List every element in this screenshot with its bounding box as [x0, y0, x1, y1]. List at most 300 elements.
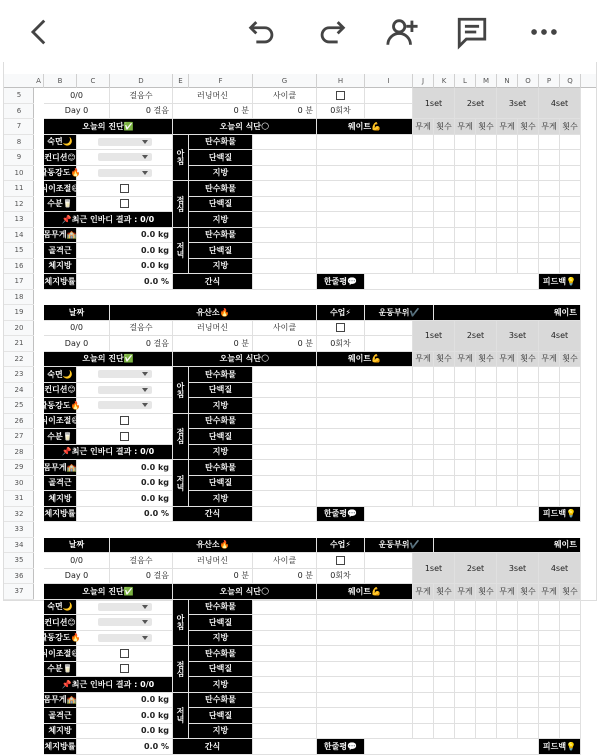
weight-entry-cell[interactable]	[317, 693, 413, 709]
set-entry-cell[interactable]	[413, 228, 434, 244]
diet-header[interactable]: 오늘의 식단🌕	[173, 584, 317, 600]
weight-entry-cell[interactable]	[317, 677, 413, 693]
set-entry-cell[interactable]	[476, 398, 497, 414]
ratio-cell[interactable]: 0/0	[44, 88, 110, 104]
column-header-f[interactable]: F	[189, 74, 253, 88]
set-subheader[interactable]: 횟수	[518, 584, 539, 600]
set-entry-cell[interactable]	[455, 398, 476, 414]
set-entry-cell[interactable]	[560, 166, 581, 182]
set-entry-cell[interactable]	[413, 181, 434, 197]
set-entry-cell[interactable]	[497, 212, 518, 228]
fat-label[interactable]: 체지방	[44, 259, 77, 275]
set-entry-cell[interactable]	[497, 646, 518, 662]
sleep-label[interactable]: 숙면🌙	[44, 600, 77, 616]
weight-entry-cell[interactable]	[317, 460, 413, 476]
set-subheader[interactable]: 무게	[455, 352, 476, 368]
set3-header[interactable]: 3set	[497, 88, 539, 119]
set-entry-cell[interactable]	[434, 631, 455, 647]
muscle-label[interactable]: 골격근	[44, 708, 77, 724]
checkbox[interactable]	[120, 649, 129, 658]
weight-entry-cell[interactable]	[317, 414, 413, 430]
weight-header[interactable]: 웨이트	[434, 305, 581, 321]
fatfood-label[interactable]: 지방	[189, 724, 253, 740]
set-subheader[interactable]: 무게	[497, 352, 518, 368]
sleep-label[interactable]: 숙면🌙	[44, 135, 77, 151]
set-entry-cell[interactable]	[539, 212, 560, 228]
set-entry-cell[interactable]	[455, 181, 476, 197]
fatfood-label[interactable]: 지방	[189, 631, 253, 647]
empty-cell[interactable]	[365, 88, 413, 104]
set-entry-cell[interactable]	[434, 615, 455, 631]
set-entry-cell[interactable]	[497, 383, 518, 399]
snack-entry-cell[interactable]	[253, 274, 317, 290]
set-entry-cell[interactable]	[476, 181, 497, 197]
row-header-14[interactable]: 14	[4, 228, 34, 244]
column-header-b[interactable]: B	[44, 74, 77, 88]
set-subheader[interactable]: 무게	[413, 584, 434, 600]
weight-entry-cell[interactable]	[317, 228, 413, 244]
set-entry-cell[interactable]	[476, 460, 497, 476]
column-header-d[interactable]: D	[110, 74, 173, 88]
set-entry-cell[interactable]	[455, 491, 476, 507]
row-header-16[interactable]: 16	[4, 259, 34, 275]
weight-entry-cell[interactable]	[317, 135, 413, 151]
set-entry-cell[interactable]	[539, 677, 560, 693]
set-entry-cell[interactable]	[497, 429, 518, 445]
set-entry-cell[interactable]	[539, 476, 560, 492]
set-subheader[interactable]: 무게	[413, 352, 434, 368]
row-header-29[interactable]: 29	[4, 460, 34, 476]
set-entry-cell[interactable]	[455, 476, 476, 492]
row-header-12[interactable]: 12	[4, 197, 34, 213]
set-entry-cell[interactable]	[455, 708, 476, 724]
set-entry-cell[interactable]	[476, 228, 497, 244]
protein-label[interactable]: 단백질	[189, 150, 253, 166]
part-header[interactable]: 운동부위✔️	[365, 538, 434, 554]
dropdown-cell[interactable]	[77, 600, 173, 616]
dropdown-cell[interactable]	[77, 150, 173, 166]
set-entry-cell[interactable]	[497, 197, 518, 213]
row-header-7[interactable]: 7	[4, 119, 34, 135]
weight-entry-cell[interactable]	[317, 445, 413, 461]
muscle-value[interactable]: 0.0 kg	[77, 708, 173, 724]
set-entry-cell[interactable]	[518, 460, 539, 476]
set-entry-cell[interactable]	[455, 150, 476, 166]
treadmill-label[interactable]: 러닝머신	[173, 88, 253, 104]
row-header-15[interactable]: 15	[4, 243, 34, 259]
set-entry-cell[interactable]	[518, 181, 539, 197]
fat-value[interactable]: 0.0 kg	[77, 491, 173, 507]
carb-label[interactable]: 탄수화물	[189, 228, 253, 244]
set-entry-cell[interactable]	[518, 491, 539, 507]
set-entry-cell[interactable]	[518, 724, 539, 740]
fatpct-label[interactable]: 체지방률	[44, 739, 77, 755]
set-entry-cell[interactable]	[455, 631, 476, 647]
dropdown-chevron-icon[interactable]	[98, 370, 152, 378]
cycle-label[interactable]: 사이클	[253, 88, 317, 104]
checkbox-cell[interactable]	[77, 197, 173, 213]
set-entry-cell[interactable]	[539, 228, 560, 244]
set-entry-cell[interactable]	[413, 166, 434, 182]
one-line-review-label[interactable]: 한줄평💬	[317, 739, 365, 755]
protein-label[interactable]: 단백질	[189, 197, 253, 213]
review-entry-cell[interactable]	[365, 274, 539, 290]
set-entry-cell[interactable]	[455, 414, 476, 430]
session-value[interactable]: 0회차	[317, 336, 365, 352]
weight-entry-cell[interactable]	[317, 259, 413, 275]
diet-header[interactable]: 오늘의 식단🌕	[173, 352, 317, 368]
date-header[interactable]: 날짜	[44, 305, 110, 321]
row-header-6[interactable]: 6	[4, 104, 34, 120]
set-entry-cell[interactable]	[560, 243, 581, 259]
set-entry-cell[interactable]	[434, 383, 455, 399]
fatfood-label[interactable]: 지방	[189, 677, 253, 693]
empty-cell[interactable]	[365, 553, 413, 569]
set-entry-cell[interactable]	[497, 135, 518, 151]
fatfood-label[interactable]: 지방	[189, 398, 253, 414]
day-cell[interactable]: Day 0	[44, 336, 110, 352]
comment-icon[interactable]	[452, 12, 492, 52]
set3-header[interactable]: 3set	[497, 553, 539, 584]
set-entry-cell[interactable]	[518, 677, 539, 693]
bodyweight-label[interactable]: 몸무게🏫	[44, 228, 77, 244]
row-header-37[interactable]: 37	[4, 584, 34, 600]
set-entry-cell[interactable]	[413, 414, 434, 430]
set-subheader[interactable]: 횟수	[560, 352, 581, 368]
set-entry-cell[interactable]	[476, 429, 497, 445]
set-subheader[interactable]: 무게	[539, 352, 560, 368]
set-entry-cell[interactable]	[560, 228, 581, 244]
set-entry-cell[interactable]	[539, 460, 560, 476]
set-entry-cell[interactable]	[560, 398, 581, 414]
meal-entry-cell[interactable]	[253, 212, 317, 228]
weight-entry-cell[interactable]	[317, 662, 413, 678]
set-entry-cell[interactable]	[518, 646, 539, 662]
snack-label[interactable]: 간식	[173, 274, 253, 290]
meal-entry-cell[interactable]	[253, 491, 317, 507]
set-entry-cell[interactable]	[497, 150, 518, 166]
protein-label[interactable]: 단백질	[189, 615, 253, 631]
meal-entry-cell[interactable]	[253, 150, 317, 166]
set-entry-cell[interactable]	[497, 724, 518, 740]
column-header-o[interactable]: O	[518, 74, 539, 88]
set-subheader[interactable]: 횟수	[518, 352, 539, 368]
carb-label[interactable]: 탄수화물	[189, 414, 253, 430]
set-entry-cell[interactable]	[455, 460, 476, 476]
diagnosis-header[interactable]: 오늘의 진단✅	[44, 584, 173, 600]
set4-header[interactable]: 4set	[539, 88, 581, 119]
set-subheader[interactable]: 횟수	[476, 119, 497, 135]
set-entry-cell[interactable]	[413, 693, 434, 709]
set-entry-cell[interactable]	[455, 197, 476, 213]
dropdown-cell[interactable]	[77, 166, 173, 182]
steps-value[interactable]: 0 걸음	[110, 104, 173, 120]
meal-entry-cell[interactable]	[253, 197, 317, 213]
meal-entry-cell[interactable]	[253, 367, 317, 383]
activity-label[interactable]: 활동강도🔥	[44, 166, 77, 182]
session-value[interactable]: 0회차	[317, 104, 365, 120]
set-subheader[interactable]: 횟수	[434, 584, 455, 600]
weight-entry-cell[interactable]	[317, 398, 413, 414]
set-entry-cell[interactable]	[539, 367, 560, 383]
dropdown-chevron-icon[interactable]	[98, 618, 152, 626]
set-entry-cell[interactable]	[497, 460, 518, 476]
set2-header[interactable]: 2set	[455, 321, 497, 352]
set-entry-cell[interactable]	[497, 398, 518, 414]
row-header-22[interactable]: 22	[4, 352, 34, 368]
set-subheader[interactable]: 무게	[539, 119, 560, 135]
set-subheader[interactable]: 횟수	[476, 584, 497, 600]
weight-entry-cell[interactable]	[317, 646, 413, 662]
column-header-g[interactable]: G	[253, 74, 317, 88]
set-entry-cell[interactable]	[455, 724, 476, 740]
meal-entry-cell[interactable]	[253, 429, 317, 445]
set-entry-cell[interactable]	[497, 708, 518, 724]
fatpct-value[interactable]: 0.0 %	[77, 274, 173, 290]
protein-label[interactable]: 단백질	[189, 662, 253, 678]
set-entry-cell[interactable]	[518, 414, 539, 430]
weight-entry-cell[interactable]	[317, 600, 413, 616]
fatfood-label[interactable]: 지방	[189, 445, 253, 461]
diagnosis-header[interactable]: 오늘의 진단✅	[44, 119, 173, 135]
carb-label[interactable]: 탄수화물	[189, 600, 253, 616]
class-header[interactable]: 수업⚡	[317, 305, 365, 321]
part-header[interactable]: 운동부위✔️	[365, 305, 434, 321]
set-entry-cell[interactable]	[455, 367, 476, 383]
snack-label[interactable]: 간식	[173, 739, 253, 755]
set-entry-cell[interactable]	[413, 460, 434, 476]
dropdown-chevron-icon[interactable]	[98, 603, 152, 611]
water-label[interactable]: 수분🥛	[44, 197, 77, 213]
set-entry-cell[interactable]	[476, 631, 497, 647]
set-entry-cell[interactable]	[455, 243, 476, 259]
set-entry-cell[interactable]	[497, 631, 518, 647]
checkbox[interactable]	[120, 199, 129, 208]
set-entry-cell[interactable]	[497, 445, 518, 461]
set-entry-cell[interactable]	[455, 677, 476, 693]
set-entry-cell[interactable]	[518, 662, 539, 678]
meal-entry-cell[interactable]	[253, 228, 317, 244]
set-entry-cell[interactable]	[476, 150, 497, 166]
set1-header[interactable]: 1set	[413, 321, 455, 352]
snack-entry-cell[interactable]	[253, 739, 317, 755]
meal-entry-cell[interactable]	[253, 398, 317, 414]
checkbox-cell[interactable]	[77, 181, 173, 197]
dropdown-cell[interactable]	[77, 398, 173, 414]
feedback-label[interactable]: 피드백💡	[539, 274, 581, 290]
meal-entry-cell[interactable]	[253, 615, 317, 631]
water-label[interactable]: 수분🥛	[44, 429, 77, 445]
snack-entry-cell[interactable]	[253, 507, 317, 523]
row-header-32[interactable]: 32	[4, 507, 34, 523]
class-header[interactable]: 수업⚡	[317, 538, 365, 554]
set-entry-cell[interactable]	[518, 243, 539, 259]
weight-entry-cell[interactable]	[317, 367, 413, 383]
set-entry-cell[interactable]	[476, 708, 497, 724]
weight-section-header[interactable]: 웨이트💪	[317, 584, 413, 600]
dropdown-chevron-icon[interactable]	[98, 401, 152, 409]
set-entry-cell[interactable]	[560, 445, 581, 461]
set-entry-cell[interactable]	[518, 197, 539, 213]
protein-label[interactable]: 단백질	[189, 429, 253, 445]
set-entry-cell[interactable]	[434, 414, 455, 430]
row-header-25[interactable]: 25	[4, 398, 34, 414]
cycle-value[interactable]: 0 분	[253, 336, 317, 352]
set4-header[interactable]: 4set	[539, 553, 581, 584]
date-header[interactable]: 날짜	[44, 538, 110, 554]
row-header-9[interactable]: 9	[4, 150, 34, 166]
set-entry-cell[interactable]	[497, 228, 518, 244]
meal-entry-cell[interactable]	[253, 662, 317, 678]
set-entry-cell[interactable]	[476, 367, 497, 383]
set-entry-cell[interactable]	[560, 677, 581, 693]
activity-label[interactable]: 활동강도🔥	[44, 398, 77, 414]
cycle-label[interactable]: 사이클	[253, 553, 317, 569]
set-entry-cell[interactable]	[560, 460, 581, 476]
column-header-i[interactable]: I	[365, 74, 413, 88]
set-entry-cell[interactable]	[413, 615, 434, 631]
more-icon[interactable]	[524, 12, 564, 52]
dropdown-chevron-icon[interactable]	[98, 634, 152, 642]
set-entry-cell[interactable]	[539, 693, 560, 709]
set-entry-cell[interactable]	[434, 197, 455, 213]
set-entry-cell[interactable]	[497, 166, 518, 182]
meal-entry-cell[interactable]	[253, 383, 317, 399]
row-header-5[interactable]: 5	[4, 88, 34, 104]
column-header-e[interactable]: E	[173, 74, 189, 88]
muscle-value[interactable]: 0.0 kg	[77, 476, 173, 492]
set-entry-cell[interactable]	[476, 135, 497, 151]
breakfast-label[interactable]: 아침	[173, 135, 189, 182]
set1-header[interactable]: 1set	[413, 88, 455, 119]
checkbox[interactable]	[120, 184, 129, 193]
set-entry-cell[interactable]	[476, 166, 497, 182]
cycle-value[interactable]: 0 분	[253, 569, 317, 585]
column-header-h[interactable]: H	[317, 74, 365, 88]
set-entry-cell[interactable]	[455, 259, 476, 275]
set-entry-cell[interactable]	[413, 476, 434, 492]
fatfood-label[interactable]: 지방	[189, 491, 253, 507]
set-entry-cell[interactable]	[413, 212, 434, 228]
set-entry-cell[interactable]	[560, 724, 581, 740]
day-cell[interactable]: Day 0	[44, 569, 110, 585]
weight-entry-cell[interactable]	[317, 631, 413, 647]
checkbox[interactable]	[336, 91, 345, 100]
column-header-l[interactable]: L	[455, 74, 476, 88]
feedback-label[interactable]: 피드백💡	[539, 507, 581, 523]
weight-entry-cell[interactable]	[317, 150, 413, 166]
dropdown-chevron-icon[interactable]	[98, 386, 152, 394]
set-entry-cell[interactable]	[560, 600, 581, 616]
dropdown-cell[interactable]	[77, 367, 173, 383]
set-entry-cell[interactable]	[560, 383, 581, 399]
set-entry-cell[interactable]	[476, 243, 497, 259]
set-entry-cell[interactable]	[413, 150, 434, 166]
set-entry-cell[interactable]	[476, 646, 497, 662]
set-entry-cell[interactable]	[434, 243, 455, 259]
set-entry-cell[interactable]	[476, 476, 497, 492]
weight-entry-cell[interactable]	[317, 181, 413, 197]
set-entry-cell[interactable]	[539, 600, 560, 616]
muscle-value[interactable]: 0.0 kg	[77, 243, 173, 259]
weight-entry-cell[interactable]	[317, 491, 413, 507]
set-entry-cell[interactable]	[518, 383, 539, 399]
set-entry-cell[interactable]	[476, 414, 497, 430]
set-entry-cell[interactable]	[518, 615, 539, 631]
set-entry-cell[interactable]	[539, 708, 560, 724]
row-header-20[interactable]: 20	[4, 321, 34, 337]
set-subheader[interactable]: 횟수	[434, 119, 455, 135]
set3-header[interactable]: 3set	[497, 321, 539, 352]
set-entry-cell[interactable]	[560, 662, 581, 678]
dropdown-cell[interactable]	[77, 135, 173, 151]
checkbox-cell[interactable]	[77, 662, 173, 678]
set-entry-cell[interactable]	[455, 693, 476, 709]
set-entry-cell[interactable]	[539, 135, 560, 151]
meal-entry-cell[interactable]	[253, 631, 317, 647]
diet-control-label[interactable]: 식이조절😄	[44, 181, 77, 197]
fatpct-label[interactable]: 체지방률	[44, 274, 77, 290]
set-entry-cell[interactable]	[539, 631, 560, 647]
carb-label[interactable]: 탄수화물	[189, 135, 253, 151]
set-entry-cell[interactable]	[560, 429, 581, 445]
set-entry-cell[interactable]	[455, 662, 476, 678]
ratio-cell[interactable]: 0/0	[44, 321, 110, 337]
checkbox-cell[interactable]	[77, 429, 173, 445]
set-entry-cell[interactable]	[560, 615, 581, 631]
set-entry-cell[interactable]	[476, 693, 497, 709]
treadmill-value[interactable]: 0 분	[173, 336, 253, 352]
meal-entry-cell[interactable]	[253, 708, 317, 724]
set-entry-cell[interactable]	[455, 383, 476, 399]
weight-entry-cell[interactable]	[317, 383, 413, 399]
set-entry-cell[interactable]	[434, 600, 455, 616]
set-entry-cell[interactable]	[455, 212, 476, 228]
meal-entry-cell[interactable]	[253, 600, 317, 616]
meal-entry-cell[interactable]	[253, 243, 317, 259]
set-entry-cell[interactable]	[413, 383, 434, 399]
set-entry-cell[interactable]	[476, 491, 497, 507]
dinner-label[interactable]: 저녁	[173, 693, 189, 740]
set-entry-cell[interactable]	[518, 166, 539, 182]
set-entry-cell[interactable]	[560, 212, 581, 228]
weight-entry-cell[interactable]	[317, 197, 413, 213]
set-entry-cell[interactable]	[497, 243, 518, 259]
protein-label[interactable]: 단백질	[189, 476, 253, 492]
set-entry-cell[interactable]	[434, 677, 455, 693]
review-entry-cell[interactable]	[365, 739, 539, 755]
set-entry-cell[interactable]	[497, 491, 518, 507]
checkbox[interactable]	[336, 556, 345, 565]
empty-cell[interactable]	[365, 321, 413, 337]
back-icon[interactable]	[20, 12, 60, 52]
meal-entry-cell[interactable]	[253, 646, 317, 662]
treadmill-label[interactable]: 러닝머신	[173, 321, 253, 337]
meal-entry-cell[interactable]	[253, 693, 317, 709]
set-entry-cell[interactable]	[539, 662, 560, 678]
row-header-23[interactable]: 23	[4, 367, 34, 383]
set-entry-cell[interactable]	[476, 615, 497, 631]
set-entry-cell[interactable]	[518, 631, 539, 647]
set-entry-cell[interactable]	[539, 646, 560, 662]
row-header-17[interactable]: 17	[4, 274, 34, 290]
row-header-35[interactable]: 35	[4, 553, 34, 569]
weight-section-header[interactable]: 웨이트💪	[317, 352, 413, 368]
review-entry-cell[interactable]	[365, 507, 539, 523]
treadmill-label[interactable]: 러닝머신	[173, 553, 253, 569]
set-entry-cell[interactable]	[497, 615, 518, 631]
set-entry-cell[interactable]	[476, 197, 497, 213]
